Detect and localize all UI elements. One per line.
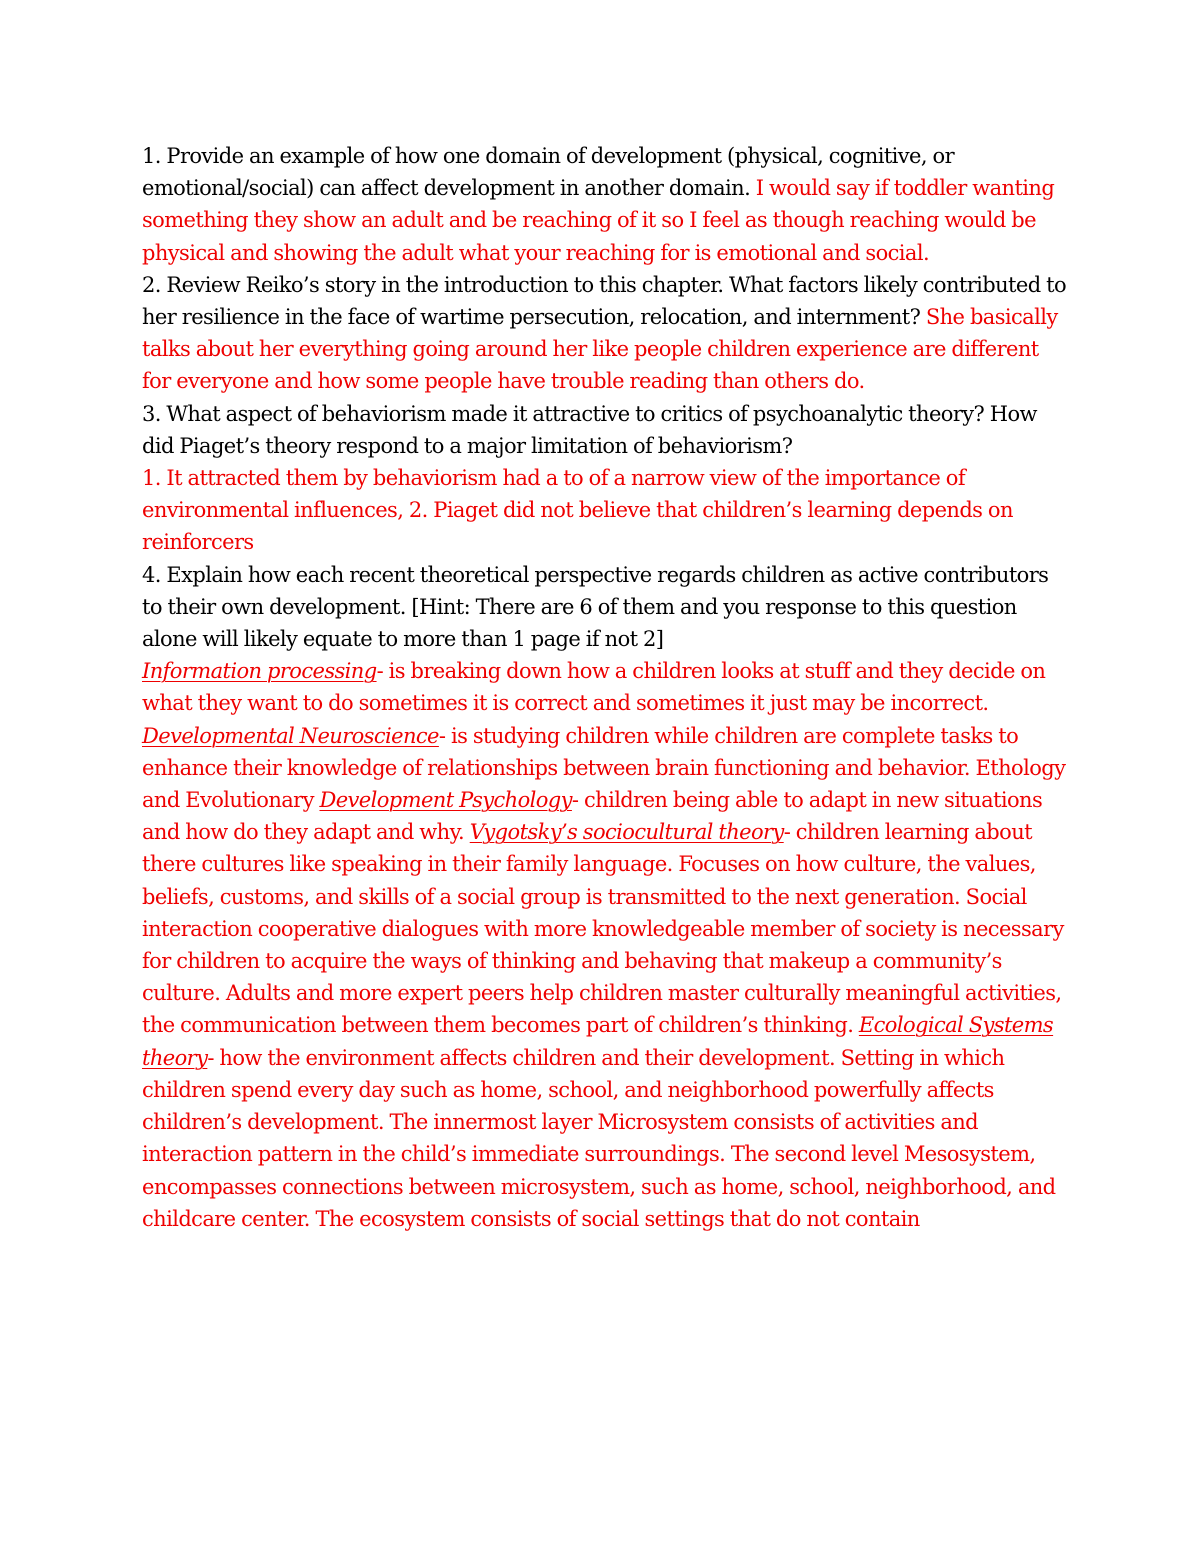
term-information-processing: Information processing <box>142 659 377 684</box>
answer-4-text-4: - children learning about there cultures like speaking in their family language. Focuses on how culture, the values, beliefs, customs, and skills of a social group is transmitted to the next generation. Social interaction cooperative dialogues with more knowledgeable member of society is necessary for children to acquire the ways of thinking and behaving that makeup a community’s culture. Adults and more expert peers help children master culturally meaningful activities, the communication between them becomes part of children’s thinking. <box>142 820 1064 1038</box>
term-development-psychology: Development Psychology <box>319 788 572 813</box>
question-2-text: 2. Review Reiko’s story in the introduction to this chapter. What factors likely contributed to her resilience in the face of wartime persecution, relocation, and internment? <box>142 272 1067 330</box>
question-2-block <box>142 269 1067 398</box>
answer-4-block <box>142 655 1067 1235</box>
question-1-text: 1. Provide an example of how one domain of development (physical, cognitive, or emotional/social) can affect development in another domain. <box>142 144 955 201</box>
question-4-block <box>142 559 1067 656</box>
answer-4-text-3: - children being able to adapt in new situations and how do they adapt and why. <box>142 788 1043 845</box>
answer-3-text: 1. It attracted them by behaviorism had a to of a narrow view of the importance of environmental influences, 2. Piaget did not believe that children’s learning depends on reinforcers <box>142 466 1013 555</box>
term-developmental-neuroscience: Developmental Neuroscience <box>142 723 439 748</box>
term-ecological-systems-theory: Ecological Systems theory <box>142 1013 1054 1070</box>
term-vygotsky-sociocultural-theory: Vygotsky’s sociocultural theory <box>469 820 784 845</box>
answer-4-text-5: - how the environment affects children and their development. Setting in which children spend every day such as home, school, and neighborhood powerfully affects children’s development. The innermost layer Microsystem consists of activities and interaction pattern in the child’s immediate surroundings. The second level Mesosystem, encompasses connections between microsystem, such as home, school, neighborhood, and childcare center. The ecosystem consists of social settings that do not contain <box>142 1045 1056 1231</box>
answer-4-text-1: - is breaking down how a children looks at stuff and they decide on what they want to do sometimes it is correct and sometimes it just may be incorrect. <box>142 659 1046 716</box>
answer-1-text: I would say if toddler wanting something they show an adult and be reaching of it so I feel as though reaching would be physical and showing the adult what your reaching for is emotional and social. <box>142 176 1055 265</box>
question-3-text: 3. What aspect of behaviorism made it attractive to critics of psychoanalytic theory? How did Piaget’s theory respond to a major limitation of behaviorism? <box>142 401 1037 458</box>
document-page <box>142 140 1067 1235</box>
question-4-text: 4. Explain how each recent theoretical perspective regards children as active contributors to their own development. [Hint: There are 6 of them and you response to this question alone will likely equate to more than 1 page if not 2] <box>142 562 1049 652</box>
answer-2-text: She basically talks about her everything going around her like people children experience are different for everyone and how some people have trouble reading than others do. <box>142 305 1058 394</box>
question-1-block <box>142 140 1067 269</box>
question-3-block <box>142 398 1067 462</box>
answer-4-text-2: - is studying children while children are complete tasks to enhance their knowledge of relationships between brain functioning and behavior. Ethology and Evolutionary <box>142 723 1066 813</box>
